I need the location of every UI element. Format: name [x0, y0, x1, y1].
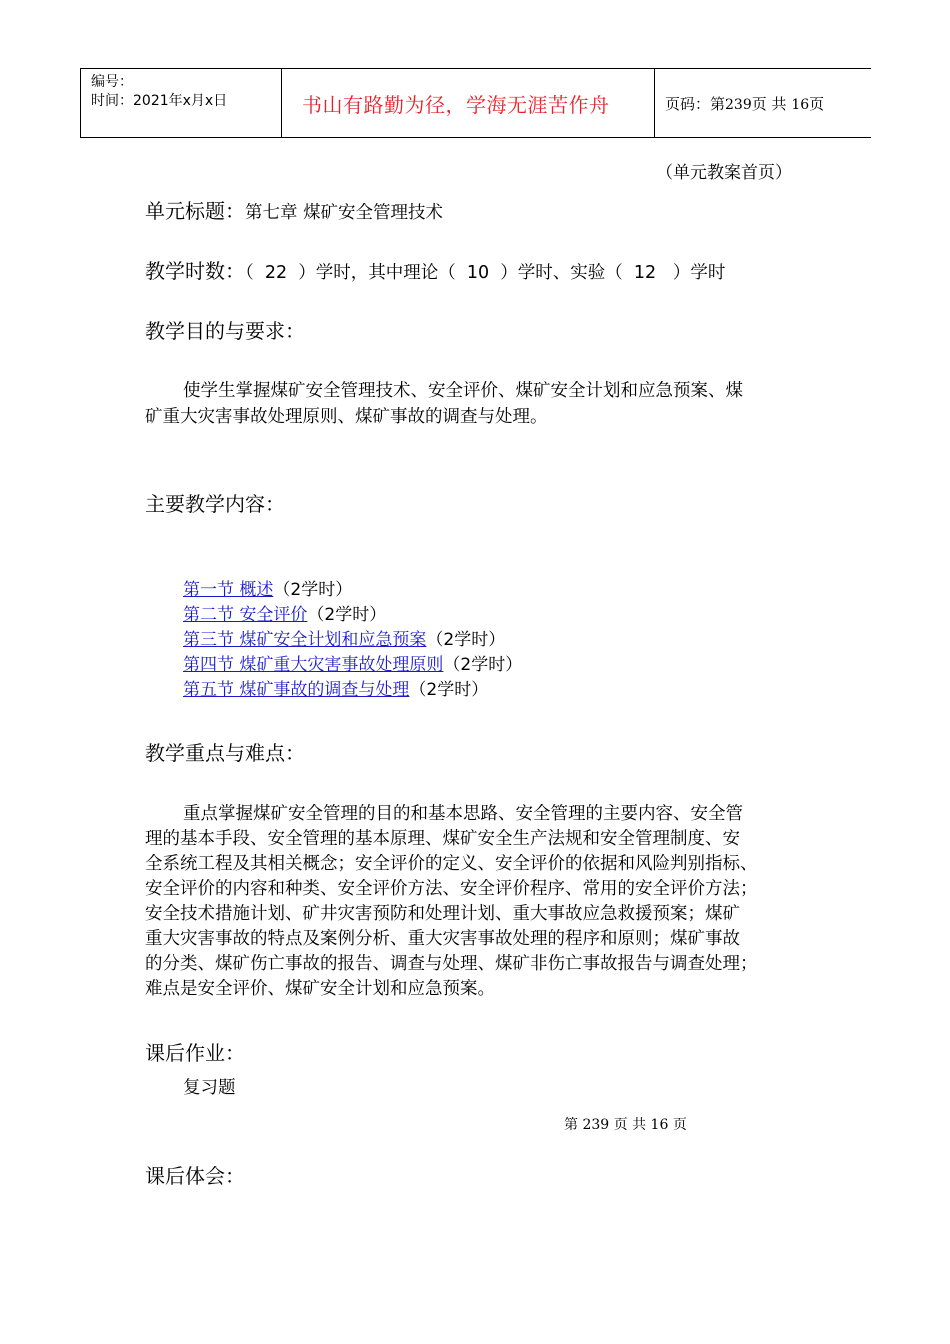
toc-link-section-3[interactable]: 第三节 煤矿安全计划和应急预案 [183, 630, 427, 650]
toc-item [183, 575, 352, 600]
time-label: 时间：2021年x月x日 [91, 93, 228, 109]
footer-total: 16 [650, 1117, 669, 1133]
objectives-line-1: 使学生掌握煤矿安全管理技术、安全评价、煤矿安全计划和应急预案、煤 [183, 381, 743, 401]
teaching-hours-label: 教学时数： [145, 259, 245, 283]
toc-item [183, 650, 522, 675]
page-total: 16 [791, 97, 810, 113]
header-motto-cell [282, 69, 655, 137]
key-points-line-3: 全系统工程及其相关概念；安全评价的定义、安全评价的依据和风险判别指标、 [145, 854, 758, 874]
toc-hours: （2学时） [426, 630, 506, 650]
footer-prefix: 第 [564, 1117, 578, 1133]
page-mid: 页 共 [751, 95, 787, 113]
teaching-hours-row [145, 255, 725, 284]
page-suffix: 页 [809, 95, 825, 113]
toc-hours: （2学时） [443, 655, 523, 675]
unit-title-row [145, 195, 443, 224]
teaching-hours-value: （ 22 ）学时，其中理论（ 10 ）学时、实验（ 12 ）学时 [245, 263, 726, 283]
homework-heading: 课后作业： [145, 1041, 245, 1065]
toc-hours: （2学时） [273, 580, 353, 600]
toc-link-section-2[interactable]: 第二节 安全评价 [183, 605, 308, 625]
motto: 书山有路勤为径，学海无涯苦作舟 [302, 93, 610, 117]
toc-item [183, 600, 386, 625]
footer-page-number [564, 1114, 687, 1134]
footer-mid: 页 共 [613, 1117, 647, 1133]
footer-current: 239 [582, 1117, 610, 1133]
unit-title-label: 单元标题： [145, 199, 245, 223]
homework-item: 复习题 [183, 1078, 236, 1098]
header-page-info [665, 93, 824, 114]
key-points-line-6: 重大灾害事故的特点及案例分析、重大灾害事故处理的程序和原则；煤矿事故 [145, 929, 740, 949]
key-points-line-8: 难点是安全评价、煤矿安全计划和应急预案。 [145, 979, 495, 999]
key-points-line-2: 理的基本手段、安全管理的基本原理、煤矿安全生产法规和安全管理制度、安 [145, 829, 740, 849]
unit-first-page-label: （单元教案首页） [656, 163, 792, 183]
page-prefix: 页码：第 [665, 95, 726, 113]
unit-title-value: 第七章 煤矿安全管理技术 [245, 203, 444, 223]
serial-label: 编号： [91, 74, 133, 90]
key-points-line-5: 安全技术措施计划、矿井灾害预防和处理计划、重大事故应急救援预案；煤矿 [145, 904, 740, 924]
header-meta-cell [81, 69, 282, 137]
objectives-line-2: 矿重大灾害事故处理原则、煤矿事故的调查与处理。 [145, 407, 548, 427]
footer-suffix: 页 [672, 1117, 687, 1133]
toc-link-section-1[interactable]: 第一节 概述 [183, 580, 274, 600]
header-page-cell [655, 69, 871, 137]
toc-link-section-4[interactable]: 第四节 煤矿重大灾害事故处理原则 [183, 655, 444, 675]
key-points-line-1: 重点掌握煤矿安全管理的目的和基本思路、安全管理的主要内容、安全管 [183, 804, 743, 824]
header-table [80, 68, 871, 138]
key-points-line-7: 的分类、煤矿伤亡事故的报告、调查与处理、煤矿非伤亡事故报告与调查处理； [145, 954, 758, 974]
key-points-line-4: 安全评价的内容和种类、安全评价方法、安全评价程序、常用的安全评价方法； [145, 879, 758, 899]
toc-hours: （2学时） [307, 605, 387, 625]
toc-item [183, 675, 488, 700]
key-points-heading: 教学重点与难点： [145, 741, 305, 765]
reflection-heading: 课后体会： [145, 1164, 245, 1188]
toc-item [183, 625, 505, 650]
page-current: 239 [725, 97, 752, 113]
toc-hours: （2学时） [409, 680, 489, 700]
toc-link-section-5[interactable]: 第五节 煤矿事故的调查与处理 [183, 680, 410, 700]
objectives-heading: 教学目的与要求： [145, 319, 305, 343]
main-content-heading: 主要教学内容： [145, 492, 285, 516]
